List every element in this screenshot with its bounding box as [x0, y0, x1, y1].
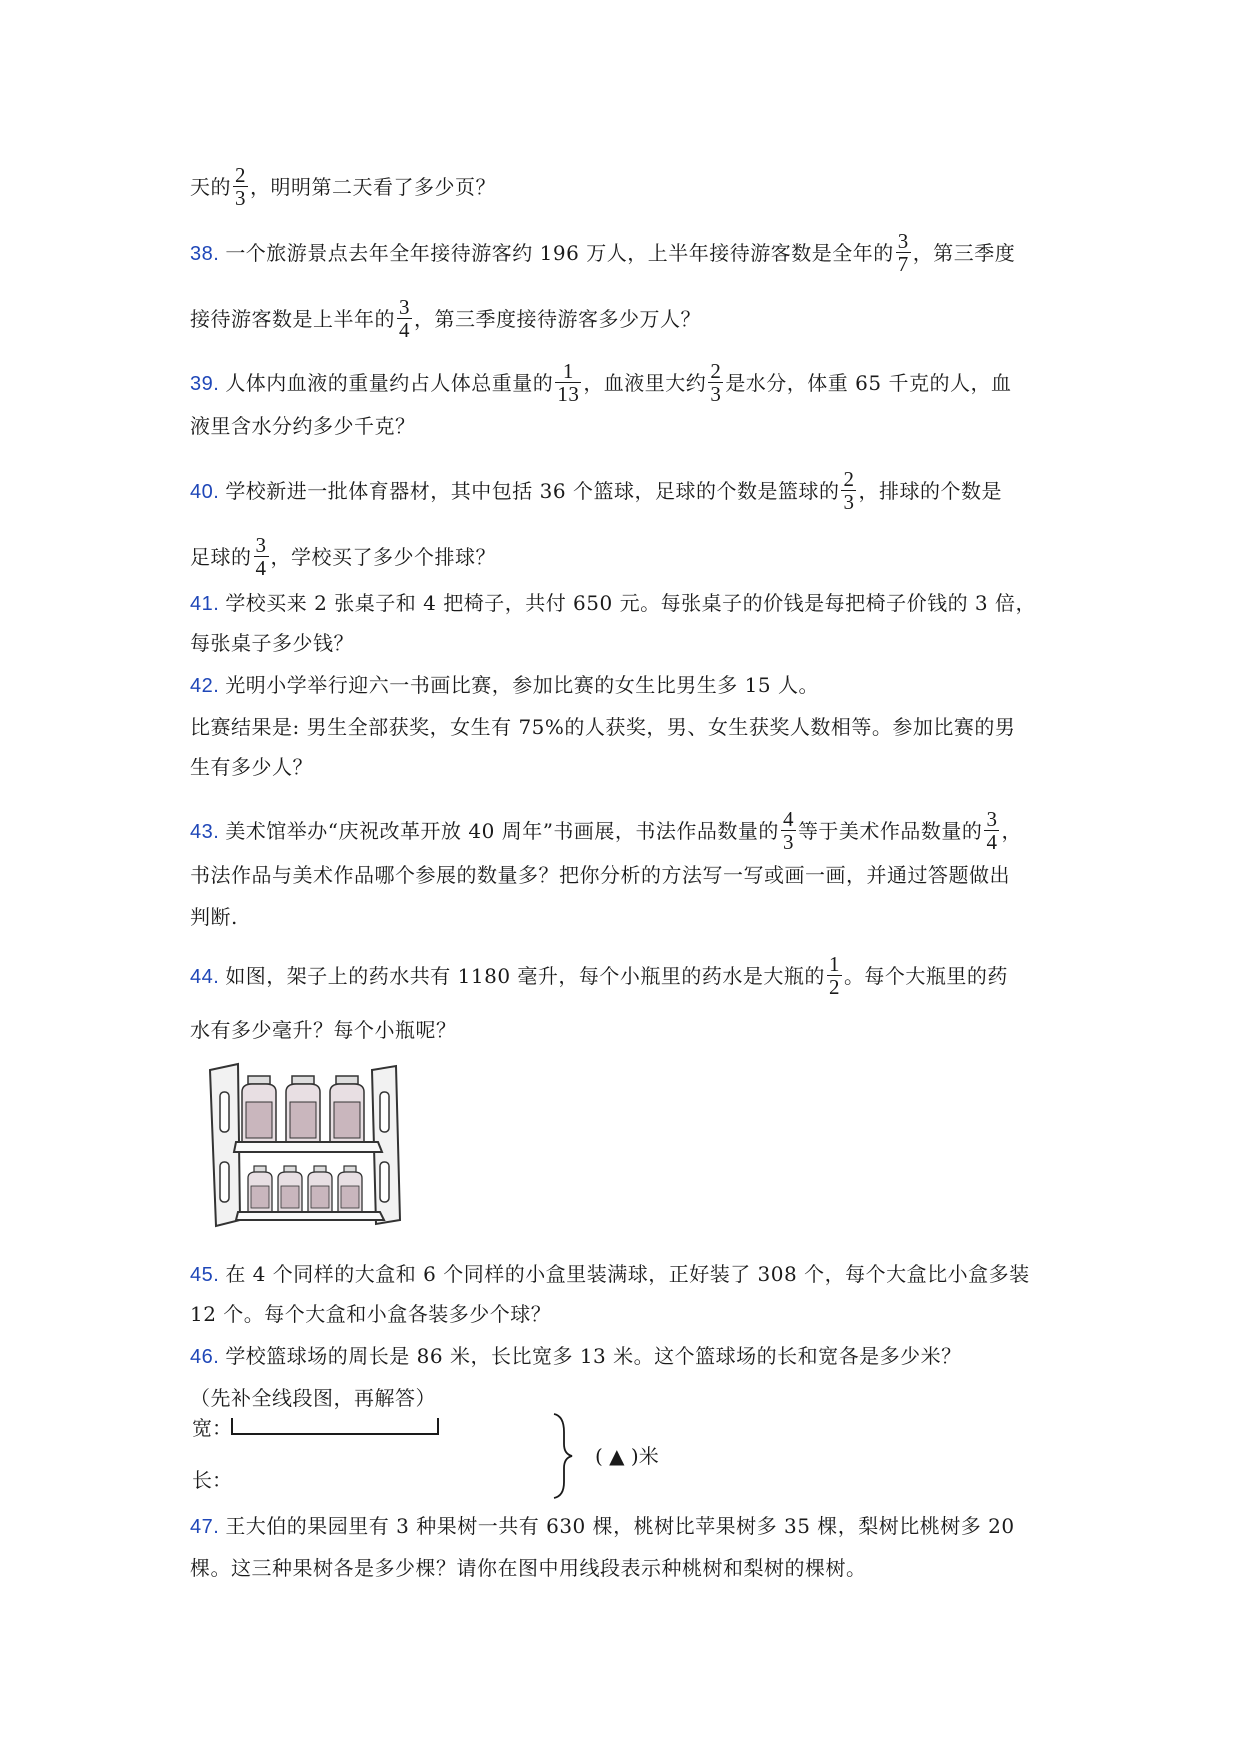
text-fragment: 学校新进一批体育器材，其中包括 36 个篮球，足球的个数是篮球的 — [225, 479, 840, 503]
text-fragment: ，第三季度接待游客多少万人？ — [414, 307, 701, 331]
fraction-numerator: 3 — [255, 533, 267, 557]
text-line — [190, 163, 496, 211]
question-45-line-1 — [190, 1260, 1030, 1289]
fraction — [233, 164, 248, 209]
length-label: 长： — [192, 1468, 232, 1492]
fraction-numerator: 3 — [986, 807, 998, 831]
question-number: 47. — [190, 1516, 220, 1538]
fraction-denominator: 3 — [843, 490, 855, 514]
text-fragment: ，第三季度 — [912, 241, 1016, 265]
fraction-numerator: 2 — [235, 163, 246, 187]
fraction-denominator: 13 — [557, 382, 580, 406]
question-number: 40. — [190, 481, 220, 503]
shelf-handle-hole — [380, 1162, 389, 1202]
small-bottle — [308, 1166, 332, 1212]
right-brace — [554, 1414, 572, 1498]
fraction — [781, 808, 796, 853]
text-fragment: （先补全线段图，再解答） — [190, 1386, 436, 1410]
text-fragment: 水有多少毫升？每个小瓶呢？ — [190, 1018, 457, 1042]
text-fragment: ，排球的个数是 — [858, 479, 1002, 503]
text-fragment: 学校篮球场的周长是 86 米，长比宽多 13 米。这个篮球场的长和宽各是多少米？ — [225, 1344, 962, 1368]
question-42-line-3 — [190, 753, 313, 781]
shelf-handle-hole — [220, 1162, 229, 1202]
fraction-numerator: 2 — [710, 359, 722, 383]
fraction — [896, 230, 911, 275]
small-bottle — [248, 1166, 272, 1212]
question-number: 44. — [190, 966, 220, 988]
fraction-numerator: 1 — [555, 360, 581, 383]
question-39-line-2 — [190, 412, 416, 440]
question-47-line-1 — [190, 1512, 1015, 1541]
question-46-line-1 — [190, 1342, 962, 1371]
question-42-line-1 — [190, 671, 819, 700]
question-38-line-1 — [190, 229, 1016, 277]
segment-diagram — [228, 1410, 648, 1500]
text-fragment: 书法作品与美术作品哪个参展的数量多？把你分析的方法写一写或画一画，并通过答题做出 — [190, 863, 1010, 887]
text-fragment: 足球的 — [190, 545, 252, 569]
fraction-denominator: 7 — [897, 252, 909, 276]
question-43-line-3 — [190, 903, 238, 931]
fraction-numerator: 3 — [897, 229, 909, 253]
question-44-line-1 — [190, 952, 1008, 1000]
text-fragment: 棵。这三种果树各是多少棵？请你在图中用线段表示种桃树和梨树的棵树。 — [190, 1556, 867, 1580]
large-bottle — [330, 1076, 364, 1142]
question-43-line-2 — [190, 861, 1010, 889]
question-39-line-1 — [190, 359, 1012, 407]
text-fragment: 接待游客数是上半年的 — [190, 307, 395, 331]
fraction-denominator: 3 — [782, 830, 794, 854]
text-fragment: 每张桌子多少钱？ — [190, 631, 354, 655]
fraction-denominator: 3 — [235, 186, 246, 210]
text-fragment: 比赛结果是: 男生全部获奖，女生有 75%的人获奖，男、女生获奖人数相等。参加比赛的男 — [190, 715, 1016, 739]
width-segment — [232, 1418, 438, 1434]
text-fragment: 。每个大瓶里的药 — [843, 964, 1008, 988]
text-fragment: ， — [1001, 819, 1022, 843]
fraction — [827, 953, 842, 998]
fraction — [397, 296, 412, 341]
shelf-handle-hole — [220, 1092, 229, 1132]
question-40-line-2 — [190, 533, 496, 581]
question-43-line-1 — [190, 807, 1022, 855]
question-number: 46. — [190, 1346, 220, 1368]
question-38-line-2 — [190, 295, 701, 343]
fraction-denominator: 4 — [255, 556, 267, 580]
text-fragment: 如图，架子上的药水共有 1180 毫升，每个小瓶里的药水是大瓶的 — [225, 964, 825, 988]
text-fragment: ，血液里大约 — [583, 371, 707, 395]
text-fragment: 人体内血液的重量约占人体总重量的 — [225, 371, 554, 395]
text-fragment: 液里含水分约多少千克？ — [190, 414, 416, 438]
question-45-line-2 — [190, 1300, 551, 1328]
upper-shelf-board — [234, 1142, 382, 1152]
shelf-handle-hole — [380, 1092, 389, 1132]
fraction — [984, 808, 999, 853]
fraction-numerator: 2 — [843, 467, 855, 491]
question-number: 39. — [190, 373, 220, 395]
text-fragment: 等于美术作品数量的 — [797, 819, 983, 843]
question-number: 38. — [190, 243, 220, 265]
question-number: 45. — [190, 1264, 220, 1286]
question-42-line-2 — [190, 713, 1015, 741]
question-40-line-1 — [190, 467, 1002, 515]
fraction-numerator: 1 — [828, 952, 840, 976]
text-fragment: 光明小学举行迎六一书画比赛，参加比赛的女生比男生多 15 人。 — [225, 673, 819, 697]
text-fragment: 12 个。每个大盒和小盒各装多少个球？ — [190, 1302, 552, 1326]
text-fragment: 美术馆举办“庆祝改革开放 40 周年”书画展，书法作品数量的 — [225, 819, 779, 843]
small-bottle — [278, 1166, 302, 1212]
fraction — [841, 468, 856, 513]
text-fragment: 学校买来 2 张桌子和 4 把椅子，共付 650 元。每张桌子的价钱是每把椅子价钱的 3 倍， — [225, 591, 1037, 615]
fraction — [555, 360, 581, 405]
text-fragment: 一个旅游景点去年全年接待游客约 196 万人，上半年接待游客数是全年的 — [225, 241, 894, 265]
fraction — [254, 534, 269, 579]
question-number: 41. — [190, 593, 220, 615]
question-number: 42. — [190, 675, 220, 697]
fraction-denominator: 4 — [986, 830, 998, 854]
question-44-line-2 — [190, 1016, 457, 1044]
small-bottle — [338, 1166, 362, 1212]
width-label: 宽： — [192, 1416, 232, 1440]
lower-shelf-board — [236, 1212, 384, 1220]
fraction-denominator: 3 — [710, 382, 722, 406]
large-bottle — [242, 1076, 276, 1142]
fraction — [708, 360, 723, 405]
large-bottle — [286, 1076, 320, 1142]
text-fragment: 是水分，体重 65 千克的人，血 — [725, 371, 1012, 395]
question-number: 43. — [190, 821, 220, 843]
fraction-denominator: 2 — [828, 975, 840, 999]
text-fragment: 天的 — [190, 175, 231, 199]
question-41-line-1 — [190, 589, 1036, 618]
brace-label: ( ▲ )米 — [595, 1444, 659, 1468]
text-fragment: 王大伯的果园里有 3 种果树一共有 630 棵，桃树比苹果树多 35 棵，梨树比桃树多 20 — [225, 1514, 1015, 1538]
fraction-numerator: 4 — [782, 807, 794, 831]
medicine-shelf-illustration — [200, 1062, 410, 1234]
fraction-numerator: 3 — [399, 295, 410, 319]
question-41-line-2 — [190, 629, 354, 657]
text-fragment: 生有多少人？ — [190, 755, 313, 779]
text-fragment: ，学校买了多少个排球？ — [270, 545, 496, 569]
fraction-denominator: 4 — [399, 318, 410, 342]
text-fragment: 判断. — [190, 905, 238, 929]
question-47-line-2 — [190, 1554, 867, 1582]
question-46-line-2 — [190, 1384, 436, 1412]
text-fragment: ，明明第二天看了多少页？ — [250, 175, 496, 199]
text-fragment: 在 4 个同样的大盒和 6 个同样的小盒里装满球，正好装了 308 个，每个大盒比小盒多装 — [225, 1262, 1030, 1286]
